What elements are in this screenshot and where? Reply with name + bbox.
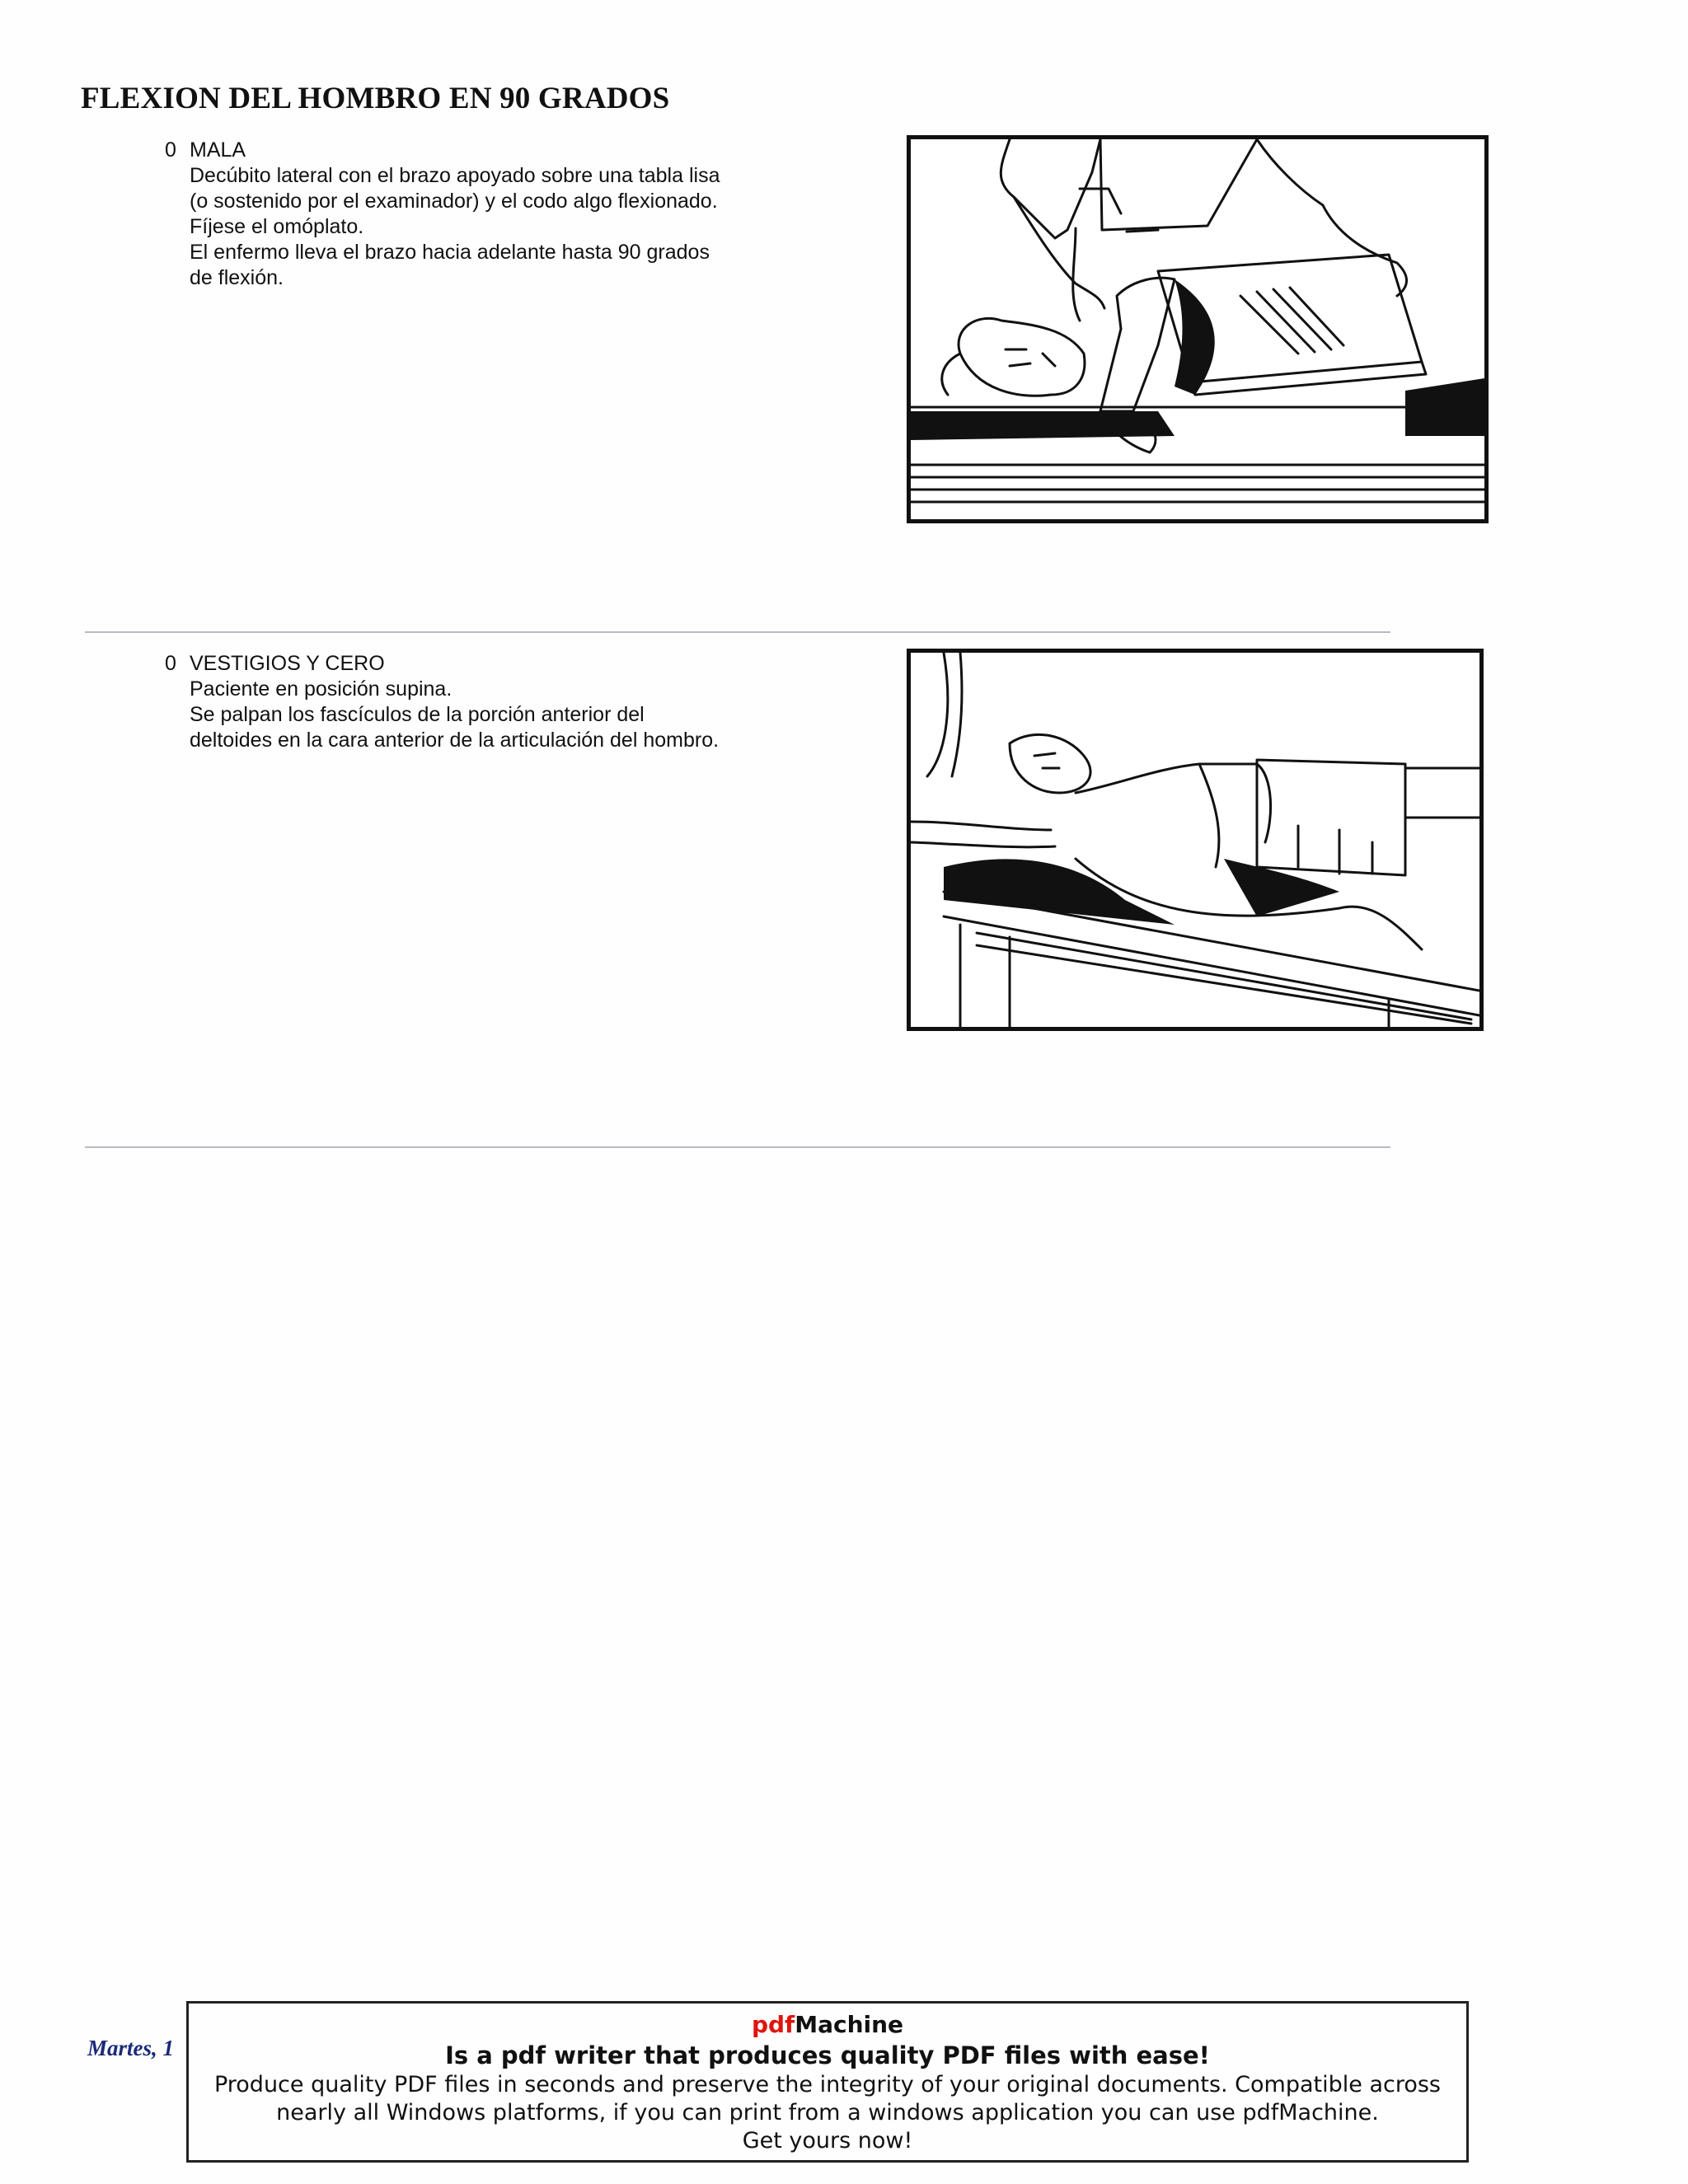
illustration-drawing (911, 139, 1484, 519)
ad-brand: pdfMachine (751, 2011, 904, 2038)
grade-heading: VESTIGIOS Y CERO (190, 652, 385, 675)
description-line: deltoides en la cara anterior de la articulación del hombro. (190, 729, 720, 752)
description-line: Fíjese el omóplato. (190, 215, 364, 238)
section-divider (85, 631, 1390, 633)
description-line: Decúbito lateral con el brazo apoyado sobre una tabla lisa (190, 164, 720, 187)
grade-number: 0 (165, 652, 176, 675)
grade-entry-mala (165, 138, 791, 302)
grade-heading: MALA (190, 138, 246, 162)
description-line: Paciente en posición supina. (190, 677, 452, 701)
description-line: de flexión. (190, 266, 284, 289)
grade-number: 0 (165, 138, 176, 162)
grade-entry-vestigios (165, 651, 791, 750)
ad-call-to-action: Get yours now! (742, 2128, 913, 2154)
section-divider (85, 1146, 1390, 1148)
illustration-supine-palpation (907, 649, 1484, 1031)
ad-headline: Is a pdf writer that produces quality PDF files with ease! (445, 2041, 1210, 2069)
illustration-drawing (911, 653, 1479, 1027)
footer-date: Martes, 1 (87, 2036, 175, 2060)
ad-body-line: Produce quality PDF files in seconds and preserve the integrity of your original documents. Compatible across (213, 2072, 1442, 2097)
description-line: Se palpan los fascículos de la porción anterior del (190, 703, 645, 726)
description-line: El enfermo lleva el brazo hacia adelante hasta 90 grados (190, 241, 710, 264)
page-title: FLEXION DEL HOMBRO EN 90 GRADOS (81, 82, 670, 115)
illustration-side-lying-flexion (907, 135, 1489, 523)
ad-body-line: nearly all Windows platforms, if you can print from a windows application you can use pdfMachine. (276, 2100, 1379, 2125)
description-line: (o sostenido por el examinador) y el codo algo flexionado. (190, 190, 718, 213)
pdfmachine-ad-banner (186, 2001, 1469, 2163)
